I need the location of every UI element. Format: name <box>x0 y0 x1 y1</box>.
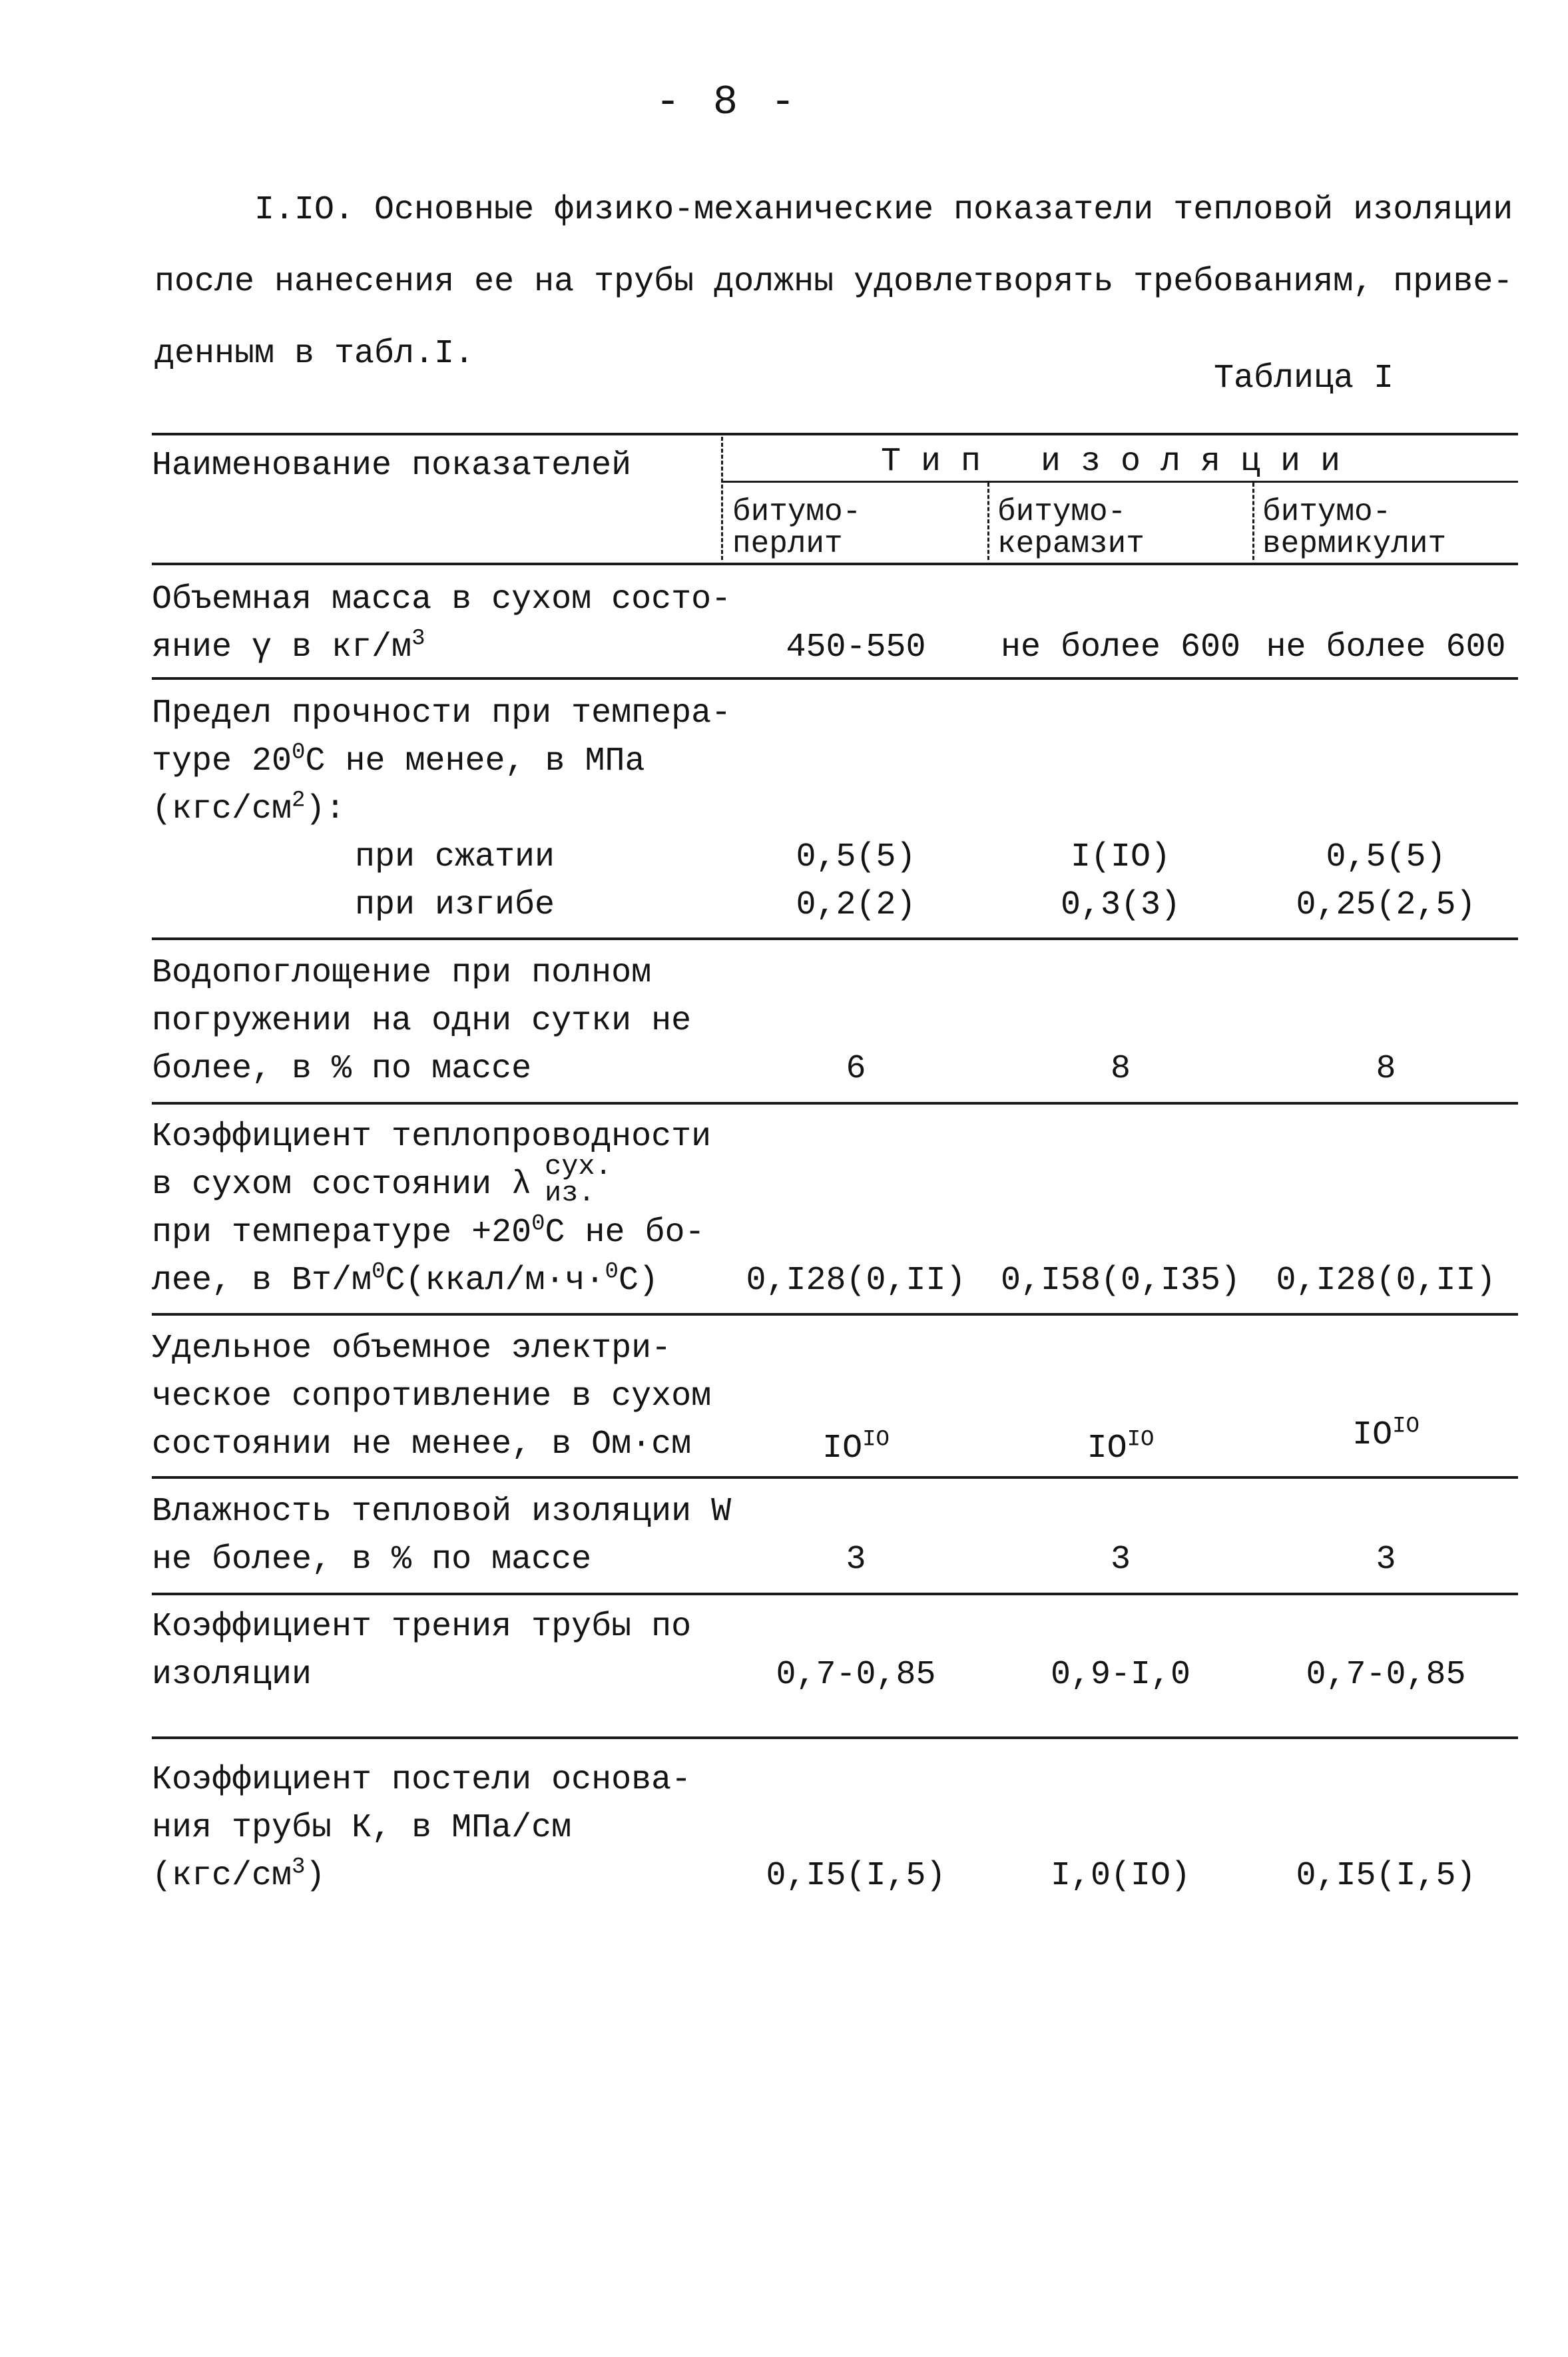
header-type-bitumen-keramzit <box>997 496 1145 560</box>
degree-sign: 0 <box>292 740 306 766</box>
value-cell: 0,25(2,5) <box>1296 886 1476 924</box>
header-type-bitumen-perlite <box>732 496 861 560</box>
degree-sign: 0 <box>531 1211 545 1237</box>
row-strength-name <box>152 690 731 834</box>
table-rule <box>152 1102 1518 1105</box>
row-water-absorption-name <box>152 949 691 1093</box>
table-rule <box>152 563 1518 565</box>
unit-exponent: 2 <box>292 788 306 814</box>
row-name-line: более, в % по массе <box>152 1050 532 1088</box>
paragraph-line: после нанесения ее на трубы должны удовлетворять требованиям, приве- <box>154 263 1513 301</box>
header-type-line: битумо- <box>1262 495 1392 529</box>
row-resistivity-name <box>152 1325 711 1469</box>
table-rule <box>152 1593 1518 1595</box>
row-name-line: ) <box>305 1857 326 1895</box>
row-name-line: в сухом состоянии λ <box>152 1166 532 1204</box>
value-cell <box>1254 1412 1518 1459</box>
header-insulation-type: Тип изоляции <box>880 443 1361 481</box>
row-name-line: Удельное объемное электри- <box>152 1330 672 1368</box>
row-name-line: лее, в Вт/м <box>152 1262 372 1300</box>
lambda-subscript-top: сух. <box>545 1151 612 1182</box>
row-name-line: ): <box>305 790 346 828</box>
row-name-line: при температуре +20 <box>152 1214 532 1252</box>
value-cell: 3 <box>846 1541 866 1579</box>
table-rule <box>152 937 1518 940</box>
table-rule <box>152 1736 1518 1739</box>
value-cell: 0,I28(0,II) <box>746 1262 966 1300</box>
row-name-line: С(ккал/м·ч· <box>385 1262 605 1300</box>
sub-label-compression: при сжатии <box>355 838 555 876</box>
sub-label-bending: при изгибе <box>355 886 555 924</box>
column-separator <box>721 437 723 560</box>
paragraph-line: I.IO. Основные физико-механические показатели тепловой изоляции <box>254 191 1513 229</box>
value-cell: 0,7-0,85 <box>776 1656 936 1694</box>
row-name-line: не более, в % по массе <box>152 1541 592 1579</box>
table-rule <box>152 1313 1518 1316</box>
header-type-line: керамзит <box>997 527 1145 561</box>
value-cell <box>724 1425 987 1473</box>
unit-exponent: 3 <box>411 626 425 652</box>
value-cell: не более 600 <box>1266 629 1506 666</box>
column-separator <box>987 483 989 560</box>
value-cell: 0,5(5) <box>1326 838 1446 876</box>
value-cell: 0,2(2) <box>796 886 916 924</box>
row-name-line: изоляции <box>152 1656 312 1694</box>
value-cell: 0,9-I,0 <box>1050 1656 1191 1694</box>
value-cell: 0,I58(0,I35) <box>1000 1262 1241 1300</box>
header-type-line: вермикулит <box>1262 527 1447 561</box>
row-name-line: ния трубы К, в МПа/см <box>152 1809 572 1847</box>
row-name-line: яние γ в кг/м <box>152 629 412 666</box>
row-name-line: Коэффициент трения трубы по <box>152 1608 692 1646</box>
header-type-line: перлит <box>732 527 843 561</box>
row-name-line: состоянии не менее, в Ом·см <box>152 1426 692 1463</box>
row-name-line: С не бо- <box>545 1214 705 1252</box>
row-name-line: туре 20 <box>152 742 292 780</box>
lambda-subscript <box>545 1151 612 1209</box>
value-base: IO <box>1352 1416 1393 1454</box>
degree-sign: 0 <box>372 1259 386 1285</box>
value-exponent: IO <box>862 1427 890 1453</box>
column-separator <box>1252 483 1254 560</box>
value-cell: I,0(IO) <box>1050 1857 1191 1895</box>
row-name-line: Влажность тепловой изоляции W <box>152 1493 732 1531</box>
value-cell: 450-550 <box>786 629 926 666</box>
row-moisture-name <box>152 1488 731 1584</box>
header-indicator-name: Наименование показателей <box>152 447 632 485</box>
value-cell: 0,I28(0,II) <box>1276 1262 1496 1300</box>
row-name-line: (кгс/см <box>152 1857 292 1895</box>
value-cell: 3 <box>1376 1541 1396 1579</box>
value-exponent: IO <box>1392 1414 1420 1440</box>
value-cell: 0,7-0,85 <box>1306 1656 1466 1694</box>
row-name-line: С не менее, в МПа <box>305 742 645 780</box>
paragraph-line: денным в табл.I. <box>154 335 475 373</box>
value-cell: 0,I5(I,5) <box>1296 1857 1476 1895</box>
unit-exponent: 3 <box>292 1854 306 1880</box>
row-name-line: Предел прочности при темпера- <box>152 694 732 732</box>
value-cell: 0,I5(I,5) <box>766 1857 946 1895</box>
properties-table <box>152 433 1518 1918</box>
value-cell: не более 600 <box>1000 629 1241 666</box>
value-cell <box>987 1425 1254 1473</box>
value-cell: 3 <box>1110 1541 1131 1579</box>
row-bulk-density-name <box>152 576 731 672</box>
row-name-line: С) <box>618 1262 658 1300</box>
value-cell: 0,3(3) <box>1060 886 1181 924</box>
intro-paragraph <box>154 174 1519 390</box>
value-cell: 8 <box>1110 1050 1131 1088</box>
value-exponent: IO <box>1127 1427 1155 1453</box>
table-rule <box>152 433 1518 435</box>
row-thermal-conductivity-name <box>152 1113 711 1305</box>
table-rule <box>152 677 1518 680</box>
value-base: IO <box>822 1430 863 1467</box>
row-name-line: ческое сопротивление в сухом <box>152 1378 712 1416</box>
page-number: - 8 - <box>655 79 800 126</box>
row-bedding-name <box>152 1756 691 1900</box>
header-type-line: битумо- <box>997 495 1127 529</box>
row-name-line: Коэффициент теплопроводности <box>152 1118 712 1156</box>
row-friction-name <box>152 1603 691 1699</box>
value-base: IO <box>1087 1430 1127 1467</box>
row-name-line: Объемная масса в сухом состо- <box>152 581 732 619</box>
lambda-subscript-bottom: из. <box>545 1177 595 1209</box>
value-cell: 8 <box>1376 1050 1396 1088</box>
row-name-line: Коэффициент постели основа- <box>152 1761 692 1799</box>
degree-sign: 0 <box>605 1259 619 1285</box>
value-cell: 0,5(5) <box>796 838 916 876</box>
header-type-line: битумо- <box>732 495 862 529</box>
row-name-line: (кгс/см <box>152 790 292 828</box>
row-name-line: погружении на одни сутки не <box>152 1002 692 1040</box>
header-type-bitumen-vermiculite <box>1262 496 1446 560</box>
value-cell: 6 <box>846 1050 866 1088</box>
table-caption: Таблица I <box>1213 360 1394 397</box>
value-cell: I(IO) <box>1070 838 1171 876</box>
table-rule <box>152 1476 1518 1479</box>
row-name-line: Водопоглощение при полном <box>152 954 652 992</box>
